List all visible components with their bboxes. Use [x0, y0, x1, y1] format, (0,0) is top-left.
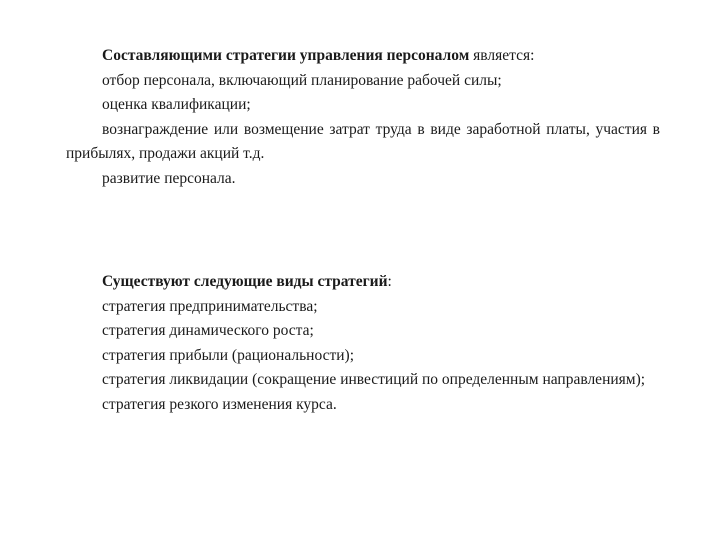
section2-heading-rest: : — [387, 273, 392, 290]
section1-item-qualification: оценка квалификации; — [102, 96, 251, 113]
section2-item-course-change: стратегия резкого изменения курса. — [102, 395, 337, 413]
section1-item-selection: отбор персонала, включающий планирование рабочей силы; — [102, 71, 502, 89]
personnel-strategy-components-block — [66, 44, 660, 191]
section2-item-liquidation: стратегия ликвидации (сокращение инвестиций по определенным направлениям); — [102, 371, 646, 388]
section1-heading-bold: Составляющими стратегии управления персоналом — [102, 47, 470, 64]
section1-heading-rest: является: — [469, 47, 535, 64]
section1-item-remuneration: вознаграждение или возмещение затрат труда в виде заработной платы, участия в прибылях, продажи акций т.д. — [66, 120, 660, 162]
section1-item-development: развитие персонала. — [102, 169, 236, 187]
section2-heading-bold: Существуют следующие виды стратегий — [102, 273, 388, 290]
strategy-types-block — [66, 270, 660, 417]
section2-item-entrepreneurship: стратегия предпринимательства; — [102, 297, 318, 315]
section2-heading — [66, 270, 660, 295]
section2-item-dynamic-growth: стратегия динамического роста; — [102, 322, 314, 339]
section1-heading — [66, 44, 660, 69]
section2-item-profit: стратегия прибыли (рациональности); — [102, 346, 355, 364]
